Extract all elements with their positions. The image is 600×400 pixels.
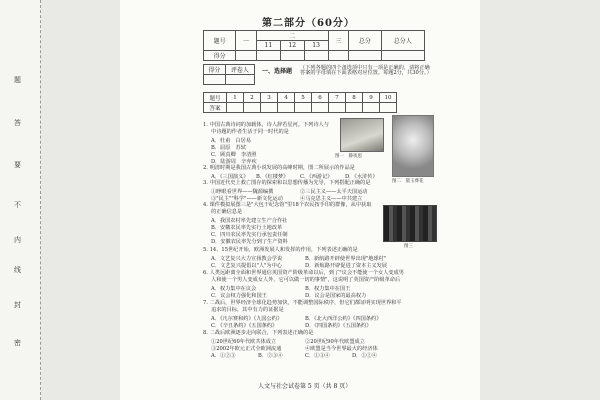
question-text-cont: 追求的目标，其中有力的证据是 — [211, 307, 284, 313]
option[interactable]: D．《四国条约》《五国条约》 — [305, 323, 372, 329]
option[interactable]: B．《北大西洋公约》《四国条约》 — [305, 316, 382, 322]
margin-char: 密 — [14, 339, 21, 347]
option[interactable]: C．四川农民率先实行承包责任制 — [211, 232, 288, 238]
question-5 — [203, 248, 358, 253]
answer-cell[interactable] — [329, 103, 346, 113]
score-header-cell: 总分人 — [381, 31, 425, 51]
option[interactable]: B．新航路开辟使世界出现"地球村" — [305, 256, 387, 262]
image-caption: 图一 静夜思 — [335, 154, 362, 159]
grader-score-label: 得分 — [204, 65, 226, 75]
option[interactable]: ②20世纪90年代欧盟成立 — [305, 339, 365, 345]
option[interactable]: C．《辛丑条约》《五国条约》 — [211, 323, 278, 329]
option[interactable]: D．《水浒传》 — [345, 174, 378, 180]
score-cell — [381, 51, 425, 61]
margin-char: 题 — [14, 76, 21, 84]
section-heading: 一、选择题 — [262, 68, 293, 75]
score-header-cell: 题号 — [204, 31, 236, 51]
painting-image-1 — [340, 118, 384, 152]
question-text: 中国古典诗词的加载体，诗人辞若星河。下列诗人与 — [209, 122, 329, 128]
score-header-cell: 二 — [256, 31, 328, 41]
question-1 — [203, 123, 329, 128]
answer-number: 8 — [346, 93, 363, 103]
answer-row-label: 答案 — [204, 103, 227, 113]
option[interactable]: B．屈原 苏轼 — [211, 145, 246, 151]
question-text: 课件模拟展图三是"大包干纪念馆"里18个农民按手印的群像，从中获取 — [209, 202, 372, 208]
grader-score-cell — [204, 75, 226, 85]
answer-number: 10 — [380, 93, 397, 103]
question-number: 5. — [203, 247, 208, 253]
option[interactable]: D．①②④ — [352, 353, 377, 359]
option[interactable]: ④欧盟是当今世界最大的经济体 — [305, 346, 378, 352]
answer-cell[interactable] — [278, 103, 295, 113]
image-caption: 图三 — [404, 244, 413, 249]
question-4 — [203, 203, 371, 208]
question-number: 2. — [203, 165, 208, 171]
option[interactable]: C．文艺复兴提倡以"人"为中心 — [211, 263, 282, 269]
question-text-cont: 的正确信息是 — [211, 209, 243, 215]
question-number: 3. — [203, 180, 208, 186]
margin-char: 线 — [14, 266, 21, 274]
option[interactable]: A．①②③ — [211, 353, 236, 359]
answer-number: 2 — [244, 93, 261, 103]
option[interactable]: C．顾真卿 李清照 — [211, 152, 257, 158]
option[interactable]: A．《三国演义》 — [211, 174, 249, 180]
score-header-cell: 三 — [328, 31, 349, 51]
score-cell — [304, 51, 328, 61]
page-footer: 人文与社会试卷第 5 页（共 8 页） — [258, 383, 352, 390]
question-2 — [203, 166, 355, 171]
question-6 — [203, 271, 404, 276]
question-text: 明清时期是我国古典小说发展的高峰时期，图二所展示的作品是 — [209, 165, 355, 171]
option[interactable]: ①20世纪60年代欧共体成立 — [211, 339, 277, 345]
grader-name-cell — [225, 75, 254, 85]
option[interactable]: B．《红楼梦》 — [256, 174, 289, 180]
grader-box — [203, 64, 255, 85]
question-3 — [203, 181, 370, 186]
margin-char: 要 — [14, 161, 21, 169]
answer-cell[interactable] — [295, 103, 312, 113]
question-number: 7. — [203, 300, 208, 306]
score-cell — [349, 51, 381, 61]
answer-cell[interactable] — [261, 103, 278, 113]
binding-margin — [0, 0, 41, 400]
question-number: 1. — [203, 122, 208, 128]
margin-char: 内 — [14, 236, 21, 244]
section-instructions: （下列各题的四个备选项中只有一项是正确的，请将正确答案的字母填在下面表格对应位置。每题2分，共30分。） — [300, 65, 432, 77]
answer-number: 5 — [295, 93, 312, 103]
question-text: 中国近代史上救亡图存的探索和以思想传播为先导，下列搭配正确的是 — [209, 180, 371, 186]
margin-char: 封 — [14, 301, 21, 309]
question-number: 6. — [203, 270, 208, 276]
margin-char: 答 — [14, 119, 21, 127]
section-title: 第二部分（60分） — [262, 18, 355, 29]
score-cell — [280, 51, 304, 61]
score-cell — [256, 51, 280, 61]
answer-cell[interactable] — [380, 103, 397, 113]
answer-number: 4 — [278, 93, 295, 103]
option[interactable]: ④马克思主义——中共建立 — [300, 196, 363, 202]
grader-label: 评卷人 — [225, 65, 254, 75]
option[interactable]: ③"民主""科学"——新文化运动 — [211, 196, 283, 202]
image-caption: 图二 黛玉葬花 — [392, 179, 424, 184]
option[interactable]: D．议会是国家的最高权力 — [305, 293, 367, 299]
option[interactable]: C．议会权力强化和国王 — [211, 293, 267, 299]
score-subheader-cell: 12 — [280, 41, 304, 51]
answer-number: 3 — [261, 93, 278, 103]
option[interactable]: D．新航路开辟促进了资本主义发展 — [305, 263, 387, 269]
answer-number: 6 — [312, 93, 329, 103]
question-number: 4. — [203, 202, 208, 208]
answer-number: 9 — [363, 93, 380, 103]
question-number: 8. — [203, 330, 208, 336]
question-8 — [203, 331, 313, 336]
photo-image-3 — [383, 205, 437, 242]
score-header-cell: 总分 — [349, 31, 381, 51]
question-text: 人类远距离全面和世界通信英国资产阶级革命以后，到了"议会不能使一个女人变成男 — [209, 270, 404, 276]
answer-cell[interactable] — [312, 103, 329, 113]
score-cell — [328, 51, 349, 61]
question-text: 14、15世纪开始，欧洲发展人和发挥的作用，下列表述正确的是 — [209, 247, 358, 253]
question-text: 二战后，世界经济全球化趋势加快，不能调整国际秩序，但它们都证明实现世界和平 — [209, 300, 402, 306]
option[interactable]: A．《凡尔赛和约》《九国公约》 — [211, 316, 283, 322]
option[interactable]: A．我国农村率先建立生产合作社 — [211, 218, 288, 224]
option[interactable]: B．安徽农民率先实行土地改革 — [211, 225, 283, 231]
option[interactable]: C．①③④ — [305, 353, 330, 359]
painting-image-2 — [392, 115, 434, 177]
answer-cell[interactable] — [346, 103, 363, 113]
score-header-cell: 一 — [236, 31, 257, 51]
option[interactable]: A．杜甫 白居易 — [211, 138, 252, 144]
option[interactable]: D．安徽农民率先分到了生产资料 — [211, 239, 288, 245]
question-7 — [203, 301, 402, 306]
option[interactable]: B．权力集中在国王 — [305, 286, 351, 292]
score-row-label: 得分 — [204, 51, 236, 61]
option[interactable]: C．《西游记》 — [300, 174, 333, 180]
score-cell — [236, 51, 257, 61]
option[interactable]: B．②③④ — [258, 353, 283, 359]
question-text-cont: 人和使一个男人变成女人外，它可以做一切的事情"，这说明了英国资产阶级革命后 — [211, 277, 401, 283]
score-subheader-cell: 13 — [304, 41, 328, 51]
answer-cell[interactable] — [363, 103, 380, 113]
score-subheader-cell: 11 — [256, 41, 280, 51]
answer-number: 1 — [227, 93, 244, 103]
answer-number: 7 — [329, 93, 346, 103]
option[interactable]: ②三民主义——太平天国运动 — [300, 189, 368, 195]
option[interactable]: ③2002年欧元正式全欧洲流通 — [211, 346, 282, 352]
option[interactable]: ①睁眼看世界——魏源编撰 — [211, 189, 274, 195]
question-text-cont: 中诗题的作者生活于同一时代的是 — [211, 129, 289, 135]
answer-cell[interactable] — [244, 103, 261, 113]
answer-cell[interactable] — [227, 103, 244, 113]
option[interactable]: A．权力集中在议会 — [211, 286, 257, 292]
option[interactable]: A．文艺复兴大力宣扬教会学说 — [211, 256, 283, 262]
score-table — [203, 30, 425, 61]
answer-table — [203, 92, 397, 113]
option[interactable]: D．陆游周 辛弃疾 — [211, 159, 257, 165]
question-text: 二战后欧洲逐步走向联合，下列表述正确的是 — [209, 330, 314, 336]
answer-row-label: 题号 — [204, 93, 227, 103]
margin-char: 不 — [14, 201, 21, 209]
